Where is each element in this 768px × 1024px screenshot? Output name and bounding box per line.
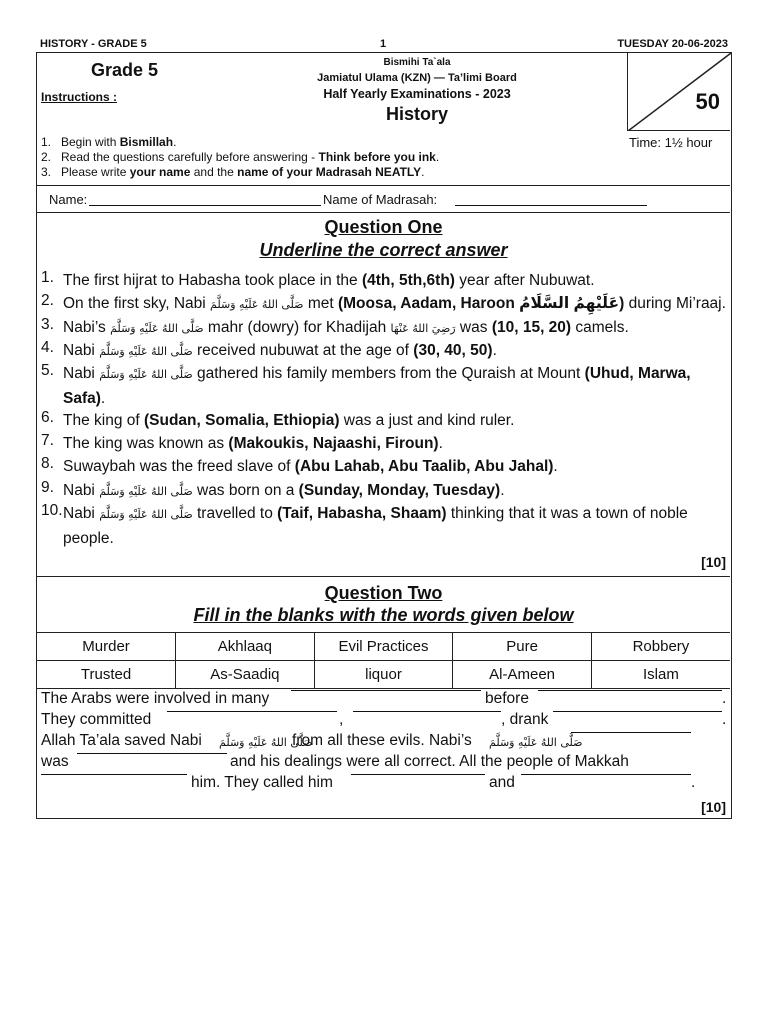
total-marks: 50 <box>695 89 720 114</box>
exam-header <box>37 53 730 186</box>
question-list <box>41 269 727 549</box>
question-item: 4. Nabi صَلَّى اللهُ عَلَيْهِ وَسَلَّمَ received nubuwat at the age of (30, 40, 50). <box>41 338 497 359</box>
blank-field[interactable] <box>351 774 485 775</box>
answer-options[interactable]: (Abu Lahab, Abu Taalib, Abu Jahal) <box>294 458 554 476</box>
question-item: 7. The king was known as (Makoukis, Najaashi, Firoun). <box>41 432 443 453</box>
question-item: 6. The king of (Sudan, Somalia, Ethiopia) was a just and kind ruler. <box>41 408 515 429</box>
answer-options[interactable]: (Sudan, Somalia, Ethiopia) <box>144 411 340 429</box>
question-item: 3. Nabi’s صَلَّى اللهُ عَلَيْهِ وَسَلَّمَ mahr (dowry) for Khadijah رَضِيَ اللهُ عَنْهَا was (10, 15, 20) camels. <box>41 315 629 336</box>
page-number: 1 <box>380 38 387 50</box>
madrasah-field[interactable] <box>455 205 647 206</box>
word-bank-cell: Pure <box>453 633 592 661</box>
madrasah-label: Name of Madrasah: <box>323 192 438 207</box>
question-item: 5. Nabi صَلَّى اللهُ عَلَيْهِ وَسَلَّمَ gathered his family members from the Quraish at Mount (Uhud, Marwa, Safa). <box>41 362 691 408</box>
name-label: Name: <box>49 192 88 207</box>
question-item: 10. Nabi صَلَّى اللهُ عَلَيْهِ وَسَلَّمَ travelled to (Taif, Habasha, Shaam) thinking that it was a town of noble people. <box>41 501 688 547</box>
instruction-item: 1. Begin with Bismillah. <box>41 135 177 149</box>
blank-field[interactable] <box>291 690 481 691</box>
answer-options[interactable]: (4th, 5th,6th) <box>361 272 455 289</box>
word-bank <box>37 632 730 689</box>
blank-field[interactable] <box>353 711 501 712</box>
answer-options[interactable]: (10, 15, 20) <box>491 318 572 336</box>
instructions-label: Instructions : <box>41 90 118 104</box>
exam-paper <box>36 52 732 819</box>
blank-field[interactable] <box>553 711 722 712</box>
instruction-item: 2. Read the questions carefully before answering - Think before you ink. <box>41 150 440 164</box>
question-one-marks: [10] <box>701 554 726 570</box>
exam-time: Time: 1½ hour <box>629 135 713 150</box>
blank-field[interactable] <box>538 690 722 691</box>
exam-date: TUESDAY 20-06-2023 <box>617 38 728 50</box>
subject-grade-label: HISTORY - GRADE 5 <box>40 38 147 50</box>
word-bank-cell: Evil Practices <box>314 633 453 661</box>
answer-options[interactable]: (Sunday, Monday, Tuesday) <box>298 481 501 499</box>
page-header <box>40 38 728 52</box>
question-item: 9. Nabi صَلَّى اللهُ عَلَيْهِ وَسَلَّمَ was born on a (Sunday, Monday, Tuesday). <box>41 478 505 499</box>
bismihi-line: Bismihi Ta`ala <box>383 57 451 68</box>
passage-line: Allah Ta’ala saved Nabi صَلَّى اللهُ عَلَيْهِ وَسَلَّمَ from all these evils. Nabi’s صَلَّى اللهُ عَلَيْهِ وَسَلَّمَ <box>41 732 727 753</box>
passage-line: They committed , , drank . <box>41 711 727 728</box>
question-item: 1. The first hijrat to Habasha took place in the (4th, 5th,6th) year after Nubuwat. <box>41 269 595 289</box>
blank-field[interactable] <box>41 774 187 775</box>
blank-field[interactable] <box>571 732 691 733</box>
board-name: Jamiatul Ulama (KZN) — Ta’limi Board <box>317 72 517 84</box>
word-bank-cell: Islam <box>591 661 730 689</box>
name-row <box>37 186 730 213</box>
question-one-instruction: Underline the correct answer <box>259 240 508 260</box>
question-two-instruction: Fill in the blanks with the words given below <box>193 605 574 625</box>
grade-title: Grade 5 <box>91 60 159 80</box>
word-bank-cell: Trusted <box>37 661 176 689</box>
word-bank-cell: Akhlaaq <box>176 633 315 661</box>
question-item: 2. On the first sky, Nabi صَلَّى اللهُ عَلَيْهِ وَسَلَّمَ met (Moosa, Aadam, Haroon عَلَيْهِمُ السَّلَامُ) during Mi’raaj. <box>41 292 726 313</box>
passage-line: The Arabs were involved in many before . <box>41 690 727 707</box>
question-one <box>37 213 730 577</box>
passage-line: was and his dealings were all correct. All the people of Makkah <box>41 753 629 770</box>
fill-in-passage <box>41 690 727 795</box>
question-two-marks: [10] <box>701 799 726 815</box>
blank-field[interactable] <box>77 753 227 754</box>
marks-box <box>627 53 730 131</box>
word-bank-cell: Robbery <box>591 633 730 661</box>
exam-name: Half Yearly Examinations - 2023 <box>323 87 511 101</box>
subject-title: History <box>385 104 448 124</box>
blank-field[interactable] <box>521 774 691 775</box>
answer-options[interactable]: (Taif, Habasha, Shaam) <box>277 504 447 522</box>
blank-field[interactable] <box>167 711 337 712</box>
name-field[interactable] <box>89 205 321 206</box>
answer-options[interactable]: (Moosa, Aadam, Haroon عَلَيْهِمُ السَّلَامُ) <box>337 295 625 313</box>
answer-options[interactable]: (30, 40, 50) <box>413 341 493 359</box>
answer-options[interactable]: (Uhud, Marwa, Safa) <box>63 365 691 408</box>
word-bank-cell: As-Saadiq <box>176 661 315 689</box>
question-two-title: Question Two <box>324 583 443 603</box>
word-bank-cell: Al-Ameen <box>453 661 592 689</box>
word-bank-cell: liquor <box>314 661 453 689</box>
question-two <box>37 577 730 819</box>
instruction-item: 3. Please write your name and the name of your Madrasah NEATLY. <box>41 165 425 179</box>
instructions-list <box>41 135 439 180</box>
word-bank-cell: Murder <box>37 633 176 661</box>
question-item: 8. Suwaybah was the freed slave of (Abu Lahab, Abu Taalib, Abu Jahal). <box>41 455 558 476</box>
question-one-title: Question One <box>324 217 443 237</box>
passage-line: him. They called him and . <box>41 774 727 795</box>
answer-options[interactable]: (Makoukis, Najaashi, Firoun) <box>228 435 439 453</box>
